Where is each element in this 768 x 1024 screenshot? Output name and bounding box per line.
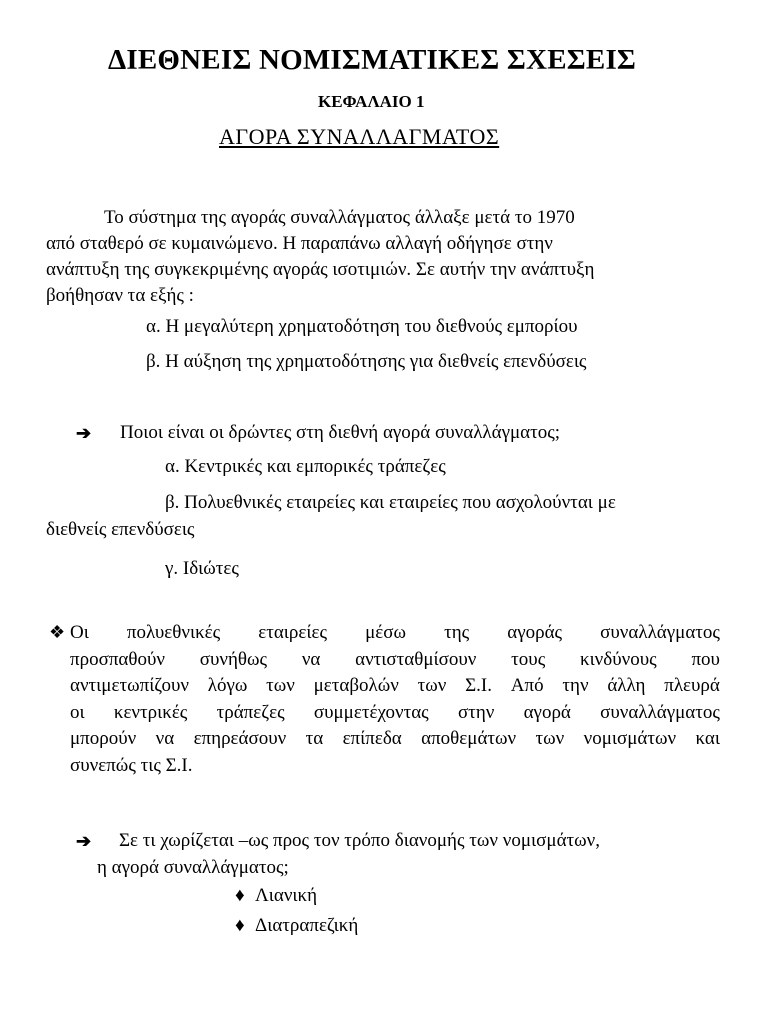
note-word: άλλη [607,675,646,696]
note-word: προσπαθούν [70,648,165,670]
note-word: αγορά [523,701,571,723]
note-word: τα [305,728,324,749]
note-word: συναλλάγματος [600,622,720,643]
note-word: την [562,675,589,696]
note-word: τους [511,648,546,670]
diamond-bullet-icon: ♦ [235,885,245,906]
note-word: αγοράς [507,622,563,643]
note-word: πολυεθνικές [126,622,221,643]
question2-line1: Σε τι χωρίζεται –ως προς τον τρόπο διανομής των νομισμάτων, [119,830,601,851]
question2-line2: η αγορά συναλλάγματος; [97,857,289,878]
note-word: αντιμετωπίζουν [70,675,189,696]
note-paragraph [70,620,720,779]
note-word: στην [457,701,495,723]
chapter-heading: ΚΕΦΑΛΑΙΟ 1 [318,92,425,111]
note-word: να [301,648,321,670]
note-word: κεντρικές [113,701,188,723]
question2-item-retail: Λιανική [255,885,318,906]
note-word: μπορούν [70,728,137,749]
intro-item-b: β. Η αύξηση της χρηματοδότησης για διεθνείς επενδύσεις [146,351,587,372]
note-line [70,647,720,674]
note-word: Σ.Ι. [465,675,493,696]
intro-line: ανάπτυξη της συγκεκριμένης αγοράς ισοτιμιών. Σε αυτήν την ανάπτυξη [46,259,595,280]
note-word: των [266,675,295,696]
note-word: συνήθως [199,648,268,670]
note-word: και [695,728,720,749]
note-line-text [70,700,720,727]
intro-item-a: α. Η μεγαλύτερη χρηματοδότηση του διεθνούς εμπορίου [146,316,578,337]
section-subtitle: ΑΓΟΡΑ ΣΥΝΑΛΛΑΓΜΑΤΟΣ [219,124,500,149]
arrow-icon: ➔ [76,831,92,851]
intro-paragraph [46,205,726,309]
note-word: αποθεμάτων [421,728,517,749]
note-line-text [70,673,720,700]
question1-item-b-cont: διεθνείς επενδύσεις [46,519,195,540]
note-word: πλευρά [664,675,720,696]
note-word: επηρεάσουν [193,728,287,749]
note-word: Οι [70,622,89,643]
note-word: νομισμάτων [583,728,677,749]
note-line-text [70,620,720,647]
note-word: της [444,622,470,643]
intro-line: από σταθερό σε κυμαινώμενο. Η παραπάνω αλλαγή οδήγησε στην [46,233,553,254]
note-word: συναλλάγματος [600,701,720,723]
question1-item-c: γ. Ιδιώτες [165,558,239,579]
note-word: συμμετέχοντας [313,701,429,723]
note-line [70,726,720,753]
note-word: επίπεδα [342,728,402,749]
note-word: αντισταθμίσουν [355,648,477,670]
question1-item-a: α. Κεντρικές και εμπορικές τράπεζες [165,456,446,477]
note-word: εταιρείες [258,622,327,643]
note-word: λόγω [207,675,248,696]
note-last-line: συνεπώς τις Σ.Ι. [70,754,193,776]
note-line [70,620,720,647]
note-line-text [70,647,720,674]
note-word: που [691,648,720,670]
document-title: ΔΙΕΘΝΕΙΣ ΝΟΜΙΣΜΑΤΙΚΕΣ ΣΧΕΣΕΙΣ [108,44,637,76]
note-word: να [155,728,175,749]
note-line [70,673,720,700]
question1-item-b: β. Πολυεθνικές εταιρείες και εταιρείες που ασχολούνται με [165,492,616,513]
question1-text: Ποιοι είναι οι δρώντες στη διεθνή αγορά συναλλάγματος; [120,422,561,443]
note-word: των [535,728,565,749]
intro-line: Το σύστημα της αγοράς συναλλάγματος άλλαξε μετά το 1970 [104,207,575,228]
note-line [70,700,720,727]
note-word: μέσω [365,622,406,643]
arrow-icon: ➔ [76,423,92,443]
note-word: τράπεζες [216,701,285,723]
question2-item-interbank: Διατραπεζική [255,915,359,936]
note-word: Από [510,675,544,696]
note-word: οι [70,701,85,723]
intro-line: βοήθησαν τα εξής : [46,285,194,306]
note-word: των [417,675,447,696]
diamond-bullet-icon: ♦ [235,915,245,936]
note-word: μεταβολών [313,675,399,696]
note-line-text [70,726,720,753]
note-word: κινδύνους [580,648,657,670]
diamond-bullet-icon: ❖ [49,622,66,642]
